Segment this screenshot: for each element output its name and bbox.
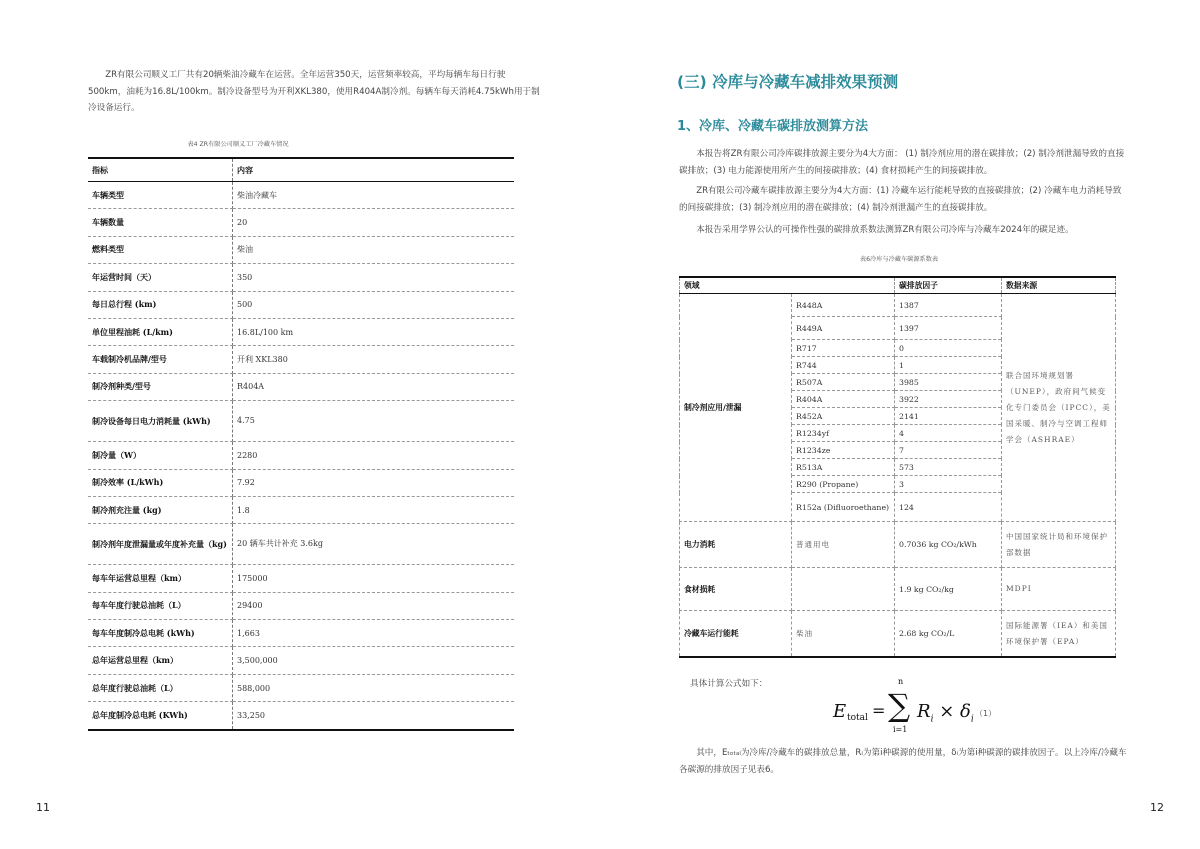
indicator-cell: 每车年度行驶总油耗（L） (88, 592, 233, 619)
factor-row (680, 568, 1116, 611)
refrigerant-name: R717 (792, 340, 895, 357)
indicator-cell: 制冷剂充注量 (kg) (88, 496, 233, 523)
source-cell: MDPI (1002, 568, 1116, 611)
value-cell: 20 (233, 209, 515, 236)
indicator-cell: 每车年运营总里程（km） (88, 565, 233, 592)
value-cell: 175000 (233, 565, 515, 592)
header-factor: 碳排放因子 (895, 277, 1002, 294)
table-row (88, 182, 514, 209)
indicator-cell: 制冷量（W） (88, 442, 233, 469)
header-source: 数据来源 (1002, 277, 1116, 294)
factor-row (680, 522, 1116, 568)
table-row (88, 565, 514, 592)
formula-rhs (917, 701, 974, 725)
value-cell: 柴油冷藏车 (233, 182, 515, 209)
indicator-cell: 年运营时间（天） (88, 264, 233, 291)
value-cell: 588,000 (233, 674, 515, 701)
formula-explanation: 其中，Eₜₒₜₐₗ为冷库/冷藏车的碳排放总量，Rᵢ为第i种碳源的使用量，δᵢ为第i种碳源的碳排放因子。以上冷库/冷藏车各碳源的排放因子见表6。 (679, 748, 1127, 775)
value-cell: 7.92 (233, 469, 515, 496)
indicator-cell: 单位里程油耗 (L/km) (88, 318, 233, 345)
formula-intro: 具体计算公式如下： (690, 679, 768, 689)
table-row (88, 318, 514, 345)
indicator-cell: 车辆类型 (88, 182, 233, 209)
refrigerant-factor: 1 (895, 357, 1002, 374)
value-cell: 33,250 (233, 702, 515, 730)
table-row (88, 702, 514, 730)
indicator-cell: 每车年度制冷总电耗 (kWh) (88, 620, 233, 647)
formula-equals: = (872, 701, 886, 720)
refrigerant-name: R744 (792, 357, 895, 374)
formula-r-sub: i (930, 714, 934, 725)
table-row (88, 373, 514, 400)
refrigerant-factor: 4 (895, 425, 1002, 442)
value-cell: 500 (233, 291, 515, 318)
value-cell: 4.75 (233, 401, 515, 442)
refrigerant-factor: 124 (895, 493, 1002, 522)
formula-delta: δ (960, 701, 971, 722)
factor-row (680, 611, 1116, 658)
sum-lower-limit: i=1 (893, 725, 908, 734)
indicator-cell: 制冷剂年度泄漏量或年度补充量（kg) (88, 524, 233, 565)
table-row (88, 496, 514, 523)
refrigerant-factor: 0 (895, 340, 1002, 357)
value-cell: 2280 (233, 442, 515, 469)
value-cell: 20 辆车共计补充 3.6kg (233, 524, 515, 565)
subcategory-cell: 普通用电 (792, 522, 895, 568)
page-number-right: 12 (1150, 801, 1164, 814)
value-cell: 柴油 (233, 236, 515, 263)
table-header-cell: 内容 (233, 158, 515, 182)
value-cell: 29400 (233, 592, 515, 619)
refrigerant-factor: 1387 (895, 294, 1002, 317)
table-row (88, 647, 514, 674)
refrigerant-name: R449A (792, 317, 895, 340)
indicator-cell: 制冷剂种类/型号 (88, 373, 233, 400)
refrigerant-factor: 1397 (895, 317, 1002, 340)
subcategory-cell: 柴油 (792, 611, 895, 658)
indicator-cell: 总年运营总里程（km） (88, 647, 233, 674)
table-row (88, 524, 514, 565)
formula-times: × (939, 701, 955, 722)
table6-caption: 表6冷库与冷藏车碳源系数表 (859, 256, 939, 263)
table-header-row (680, 277, 1116, 294)
refrigerant-factor: 3922 (895, 391, 1002, 408)
table-row (88, 442, 514, 469)
subsection-heading: 1、冷库、冷藏车碳排放测算方法 (677, 119, 869, 134)
right-page (600, 0, 1200, 849)
category-cell: 电力消耗 (680, 522, 792, 568)
refrigerant-name: R404A (792, 391, 895, 408)
table-row (88, 592, 514, 619)
value-cell: 1.8 (233, 496, 515, 523)
refrigerant-name: R152a (Difluoroethane) (792, 493, 895, 522)
refrigerant-factor: 3985 (895, 374, 1002, 391)
source-cell: 联合国环境规划署（UNEP），政府间气候变化专门委员会（IPCC），美国采暖、制冷与空调工程师学会（ASHRAE） (1002, 294, 1116, 522)
intro-paragraph: ZR有限公司顺义工厂共有20辆柴油冷藏车在运营。全年运营350天，运营频率较高，平均每辆车每日行驶500km，油耗为16.8L/100km。制冷设备型号为开利XKL380，使用R404A制冷剂。每辆车每天消耗4.75kWh用于制冷设备运行。 (88, 70, 540, 113)
refrigerant-name: R452A (792, 408, 895, 425)
formula-delta-sub: i (970, 714, 974, 725)
table-row (88, 236, 514, 263)
value-cell: R404A (233, 373, 515, 400)
table-row (88, 209, 514, 236)
refrigerant-name: R507A (792, 374, 895, 391)
source-cell: 中国国家统计局和环境保护部数据 (1002, 522, 1116, 568)
table-row (88, 264, 514, 291)
refrigerant-name: R290 (Propane) (792, 476, 895, 493)
value-cell: 350 (233, 264, 515, 291)
table-header-row (88, 158, 514, 182)
formula-lhs: E (833, 701, 847, 722)
sum-symbol: ∑ (888, 688, 911, 724)
table-row (88, 346, 514, 373)
factor-cell: 2.68 kg CO₂/L (895, 611, 1002, 658)
formula-number: （1） (975, 709, 997, 718)
vehicle-spec-table (88, 157, 514, 731)
paragraph-cold-storage: 本报告将ZR有限公司冷库碳排放源主要分为4大方面： (1) 制冷剂应用的潜在碳排放；(2) 制冷剂泄漏导致的直接碳排放；(3) 电力能源使用所产生的间接碳排放；(4) 食材损耗产生的间接碳排放。 (679, 149, 1125, 176)
value-cell: 1,663 (233, 620, 515, 647)
table-row (88, 469, 514, 496)
refrigerant-name: R1234yf (792, 425, 895, 442)
sum-upper-limit: n (898, 677, 904, 686)
table-row (88, 674, 514, 701)
value-cell: 开利 XKL380 (233, 346, 515, 373)
emission-factor-table (679, 276, 1116, 658)
value-cell: 16.8L/100 km (233, 318, 515, 345)
section-heading: (三) 冷库与冷藏车减排效果预测 (677, 73, 899, 91)
category-cell: 制冷剂应用/泄漏 (680, 294, 792, 522)
formula-lhs-sub: total (847, 713, 868, 723)
refrigerant-name: R513A (792, 459, 895, 476)
table-row (88, 291, 514, 318)
page-number-left: 11 (36, 801, 50, 814)
refrigerant-factor: 3 (895, 476, 1002, 493)
factor-cell: 0.7036 kg CO₂/kWh (895, 522, 1002, 568)
table-row (88, 401, 514, 442)
indicator-cell: 总年度行驶总油耗（L） (88, 674, 233, 701)
subcategory-cell (792, 568, 895, 611)
refrigerant-name: R1234ze (792, 442, 895, 459)
refrigerant-factor: 573 (895, 459, 1002, 476)
indicator-cell: 燃料类型 (88, 236, 233, 263)
table4-caption: 表4 ZR有限公司顺义工厂冷藏车情况 (187, 141, 289, 148)
formula-r: R (917, 701, 931, 722)
paragraph-method: 本报告采用学界公认的可操作性强的碳排放系数法测算ZR有限公司冷库与冷藏车2024年的碳足迹。 (696, 225, 1074, 235)
refrigerant-factor: 2141 (895, 408, 1002, 425)
table-row (88, 620, 514, 647)
value-cell: 3,500,000 (233, 647, 515, 674)
factor-cell: 1.9 kg CO₂/kg (895, 568, 1002, 611)
indicator-cell: 车辆数量 (88, 209, 233, 236)
indicator-cell: 车载制冷机品牌/型号 (88, 346, 233, 373)
refrigerant-name: R448A (792, 294, 895, 317)
refrigerant-row (680, 294, 1116, 317)
table-header-cell: 指标 (88, 158, 233, 182)
indicator-cell: 制冷设备每日电力消耗量 (kWh) (88, 401, 233, 442)
refrigerant-factor: 7 (895, 442, 1002, 459)
emission-formula (825, 677, 975, 743)
paragraph-reefer-truck: ZR有限公司冷藏车碳排放源主要分为4大方面：(1) 冷藏车运行能耗导致的直接碳排放；(2) 冷藏车电力消耗导致的间接碳排放；(3) 制冷剂应用的潜在碳排放；(4) 制冷剂泄漏产生的直接碳排放。 (679, 186, 1122, 213)
indicator-cell: 每日总行程 (km) (88, 291, 233, 318)
source-cell: 国际能源署（IEA）和美国环境保护署（EPA） (1002, 611, 1116, 658)
category-cell: 食材损耗 (680, 568, 792, 611)
header-domain: 领域 (680, 277, 895, 294)
category-cell: 冷藏车运行能耗 (680, 611, 792, 658)
indicator-cell: 制冷效率 (L/kWh) (88, 469, 233, 496)
indicator-cell: 总年度制冷总电耗 (KWh) (88, 702, 233, 730)
